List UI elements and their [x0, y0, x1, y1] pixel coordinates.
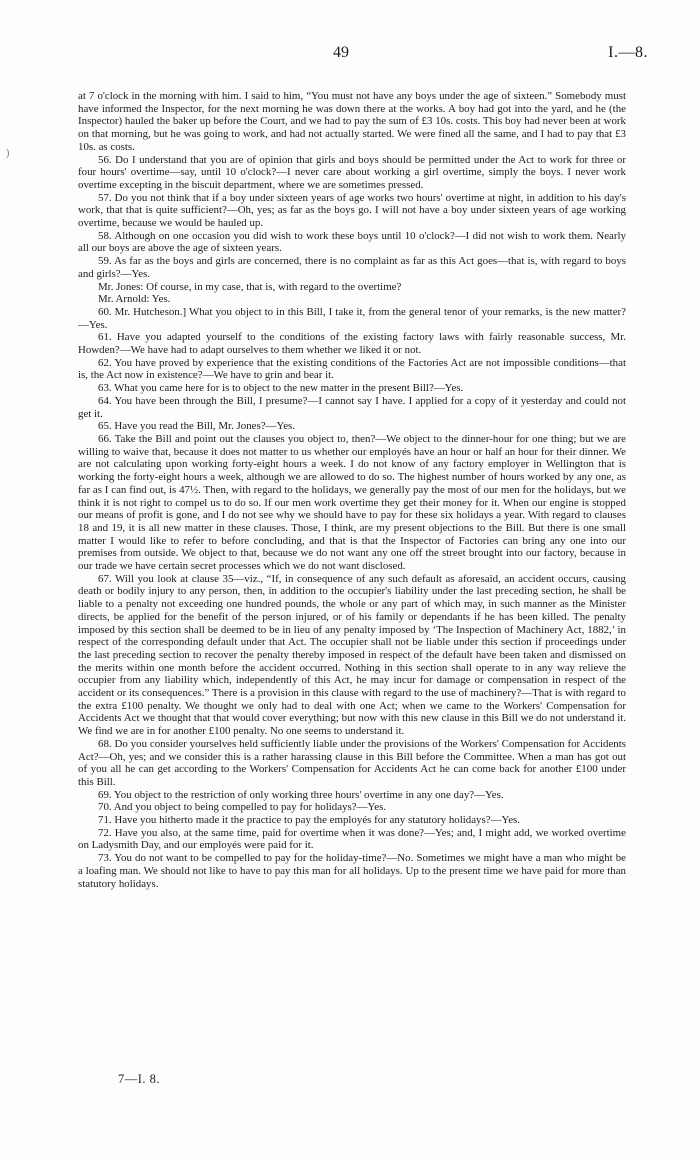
margin-mark: ): [6, 148, 10, 159]
paragraph-q68: 68. Do you consider yourselves held sufficiently liable under the provisions of the Workers' Compensation for Accidents Act?—Oh, yes; and we consider this is a rather harassing clause in this Bill before the Committee. When a man has got out of you all he can get according to the Workers' Compensation for Accidents Act he can come back for another £100 under this Bill.: [78, 737, 626, 788]
paragraph-q69: 69. You object to the restriction of only working three hours' overtime in any one day?—Yes.: [98, 788, 504, 801]
paragraph-q63: 63. What you came here for is to object to the new matter in the present Bill?—Yes.: [98, 382, 464, 395]
paragraph-q56: 56. Do I understand that you are of opinion that girls and boys should be permitted under the Act to work for three or four hours' overtime—say, until 10 o'clock?—I never care about working a girl overtime, simply the boys. I never work overtime excepting in the biscuit department, where we are sometimes pressed.: [78, 153, 626, 191]
paragraph-q64: 64. You have been through the Bill, I presume?—I cannot say I have. I applied for a copy of it yesterday and could not get it.: [78, 394, 626, 420]
paragraph-q70: 70. And you object to being compelled to pay for holidays?—Yes.: [98, 801, 387, 814]
paragraph-q71: 71. Have you hitherto made it the practice to pay the employés for any statutory holidays?—Yes.: [98, 814, 521, 827]
paragraph-mr-jones: Mr. Jones: Of course, in my case, that is, with regard to the overtime?: [98, 280, 402, 293]
paragraph-q62: 62. You have proved by experience that the existing conditions of the Factories Act are not impossible conditions—that is, the Act now in existence?—We have to grin and bear it.: [78, 356, 626, 382]
paragraph-q67: 67. Will you look at clause 35—viz., “If, in consequence of any such default as aforesaid, an accident occurs, causing death or bodily injury to any person, then, in addition to the occupier's liability under the last preceding section, he shall be liable to a penalty not exceeding one hundred pounds, the whole or any part of which may, in such manner as the Minister directs, be applied for the benefit of the person injured, or of his family or dependants if he has been killed. The penalty imposed by this section shall be deemed to be in lieu of any penalty imposed by ‘The Inspection of Machinery Act, 1882,’ in respect of the corresponding default under that Act. The occupier shall not be liable under this section if proceedings under the last preceding section to recover the penalty thereby imposed in respect of the default have been taken and dismissed on the merits within one month before the accident occurred. Nothing in this section shall operate to in any way relieve the occupier from any liability which, independently of this Act, he may incur for damage or compensation in respect of the accident or its consequences.” There is a provision in this clause with regard to the use of machinery?—That is with regard to the extra £100 penalty. We thought we only had to deal with one Act; when we came to the Workers' Compensation for Accidents Act we thought that that would cover everything; but now with this new clause in this Bill we do not understand it. We find we are in for another £100 penalty. No one seems to understand it.: [78, 572, 626, 738]
page-number: 49: [333, 44, 349, 61]
paragraph-q60: 60. Mr. Hutcheson.] What you object to in this Bill, I take it, from the general tenor of your remarks, is the new matter?—Yes.: [78, 305, 626, 331]
body-text: [78, 90, 626, 890]
paragraph-q73: 73. You do not want to be compelled to pay for the holiday-time?—No. Sometimes we might have a man who might be a loafing man. We should not like to have to pay this man for all holidays. Up to the present time we have paid for more than statutory holidays.: [78, 852, 626, 890]
paragraph-q66: 66. Take the Bill and point out the clauses you object to, then?—We object to the dinner-hour for one thing; but we are willing to waive that, because it does not matter to us whether our employés have an hour or half an hour for their dinner. We are not calculating upon working forty-eight hours a week. I do not know of any factory employer in Wellington that is working the forty-eight hours a week, although we are allowed to do so. The highest number of hours worked by any one, as far as I can find out, is 47½. Then, with regard to the holidays, we generally pay the most of our men for the holidays, but we think it is not right to compel us to do so. If our men work overtime they get their money for it. When our engine is stopped our means of profit is gone, and I do not see why we should have to pay for these six holidays a year. With regard to clauses 18 and 19, it is all new matter in these clauses. Those, I think, are my present objections to the Bill. But there is one small matter I would like to refer to before concluding, and that is that the Inspector of Factories can bring any one into our premises from outside. We object to that, because we do not want any one off the street brought into our factory, because in our trade we have certain secret processes which we do not want disclosed.: [78, 432, 626, 573]
paragraph-q65: 65. Have you read the Bill, Mr. Jones?—Yes.: [98, 420, 296, 433]
paragraph-q72: 72. Have you also, at the same time, paid for overtime when it was done?—Yes; and, I might add, we worked overtime on Ladysmith Day, and our employés were paid for it.: [78, 826, 626, 852]
signature-mark: 7—I. 8.: [118, 1072, 161, 1086]
page-header: [0, 44, 700, 66]
paragraph-q61: 61. Have you adapted yourself to the conditions of the existing factory laws with fairly reasonable success, Mr. Howden?—We have had to adapt ourselves to them whether we liked it or not.: [78, 331, 626, 357]
paragraph-q57: 57. Do you not think that if a boy under sixteen years of age works two hours' overtime at night, in addition to his day's work, that that is quite sufficient?—Oh, yes; as far as the boys go. I will not have a boy under sixteen years of age working overtime, because we would be hauled up.: [78, 191, 626, 230]
paragraph-q59: 59. As far as the boys and girls are concerned, there is no complaint as far as this Act goes—that is, with regard to boys and girls?—Yes.: [78, 255, 626, 280]
document-reference: I.—8.: [608, 44, 648, 61]
paragraph-q58: 58. Although on one occasion you did wish to work these boys until 10 o'clock?—I did not wish to work them. Nearly all our boys are above the age of sixteen years.: [78, 229, 626, 255]
paragraph-continued: at 7 o'clock in the morning with him. I said to him, “You must not have any boys under the age of sixteen.” Somebody must have informed the Inspector, for the next morning he was down there at the works. A boy had got into the yard, and he (the Inspector) hauled the baker up before the Court, and we had to pay the sum of £3 10s. costs. This boy had never been at work on that morning, but he was going to work, and had not actually started. We were fined all the same, and I had to pay that £3 10s. as costs.: [78, 90, 626, 153]
paragraph-mr-arnold: Mr. Arnold: Yes.: [98, 293, 171, 306]
